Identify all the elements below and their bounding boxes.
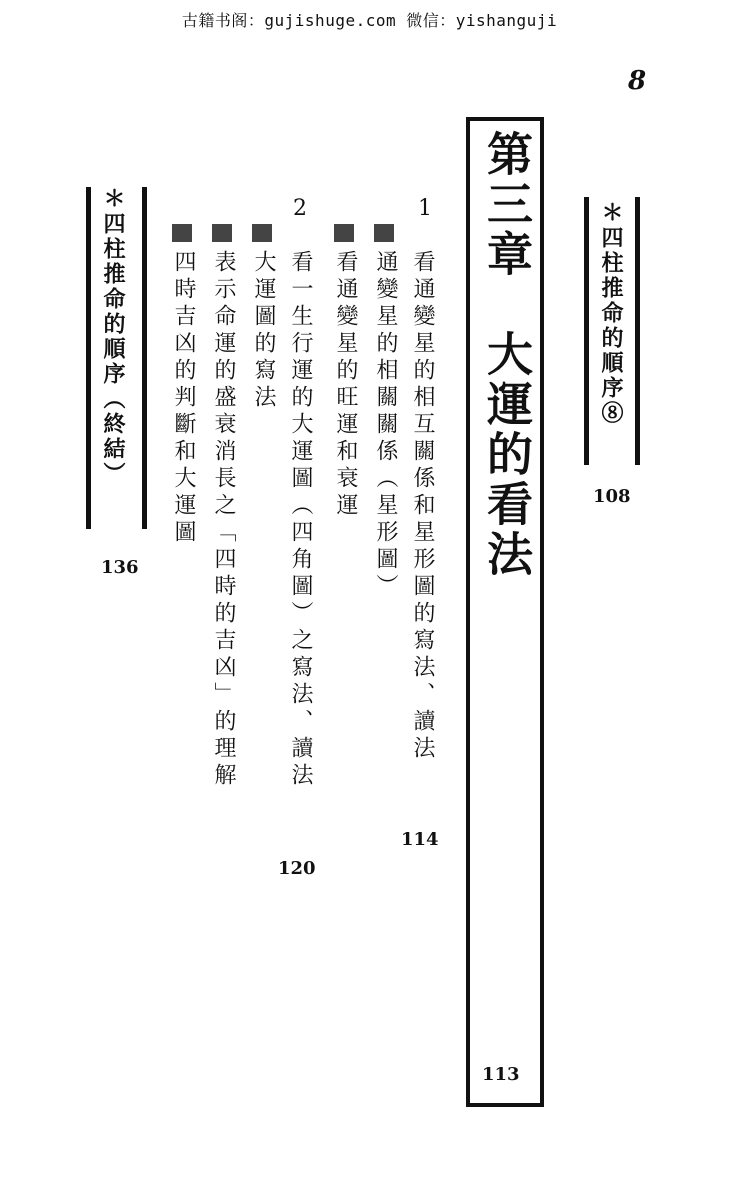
- series-prev-page: 108: [593, 486, 631, 507]
- bullet-square-icon: [334, 224, 354, 250]
- section-item: 大運圖的寫法: [251, 250, 276, 412]
- section-number: 2: [293, 196, 307, 221]
- section-item: 表示命運的盛衰消長之「四時的吉凶」的理解: [211, 250, 236, 790]
- series-prev-title: ＊四柱推命的順序⑧: [598, 201, 624, 426]
- chapter-page: 113: [482, 1064, 520, 1085]
- bullet-square-icon: [252, 224, 272, 250]
- section-item: 看通變星的旺運和衰運: [333, 250, 358, 520]
- chapter-title: 第三章 大運的看法: [480, 130, 534, 580]
- series-next-page: 136: [101, 557, 139, 578]
- series-prev-right-rule: [635, 197, 640, 465]
- page-number: 8: [628, 66, 647, 96]
- section-page: 120: [278, 858, 316, 879]
- bullet-square-icon: [172, 224, 192, 250]
- section-page: 114: [401, 829, 439, 850]
- series-next-title: ＊四柱推命的順序（終結）: [100, 187, 126, 487]
- section-item: 通變星的相關關係（星形圖）: [373, 250, 398, 601]
- bullet-square-icon: [212, 224, 232, 250]
- bullet-square-icon: [374, 224, 394, 250]
- series-next-left-rule: [86, 187, 91, 529]
- series-next-right-rule: [142, 187, 147, 529]
- section-title: 看一生行運的大運圖（四角圖）之寫法、讀法: [288, 250, 313, 790]
- section-number: 1: [418, 196, 432, 221]
- watermark-header: 古籍书阁：gujishuge.com 微信：yishanguji: [181, 11, 558, 30]
- section-title: 看通變星的相互關係和星形圖的寫法、讀法: [410, 250, 435, 763]
- series-prev-left-rule: [584, 197, 589, 465]
- section-item: 四時吉凶的判斷和大運圖: [171, 250, 196, 547]
